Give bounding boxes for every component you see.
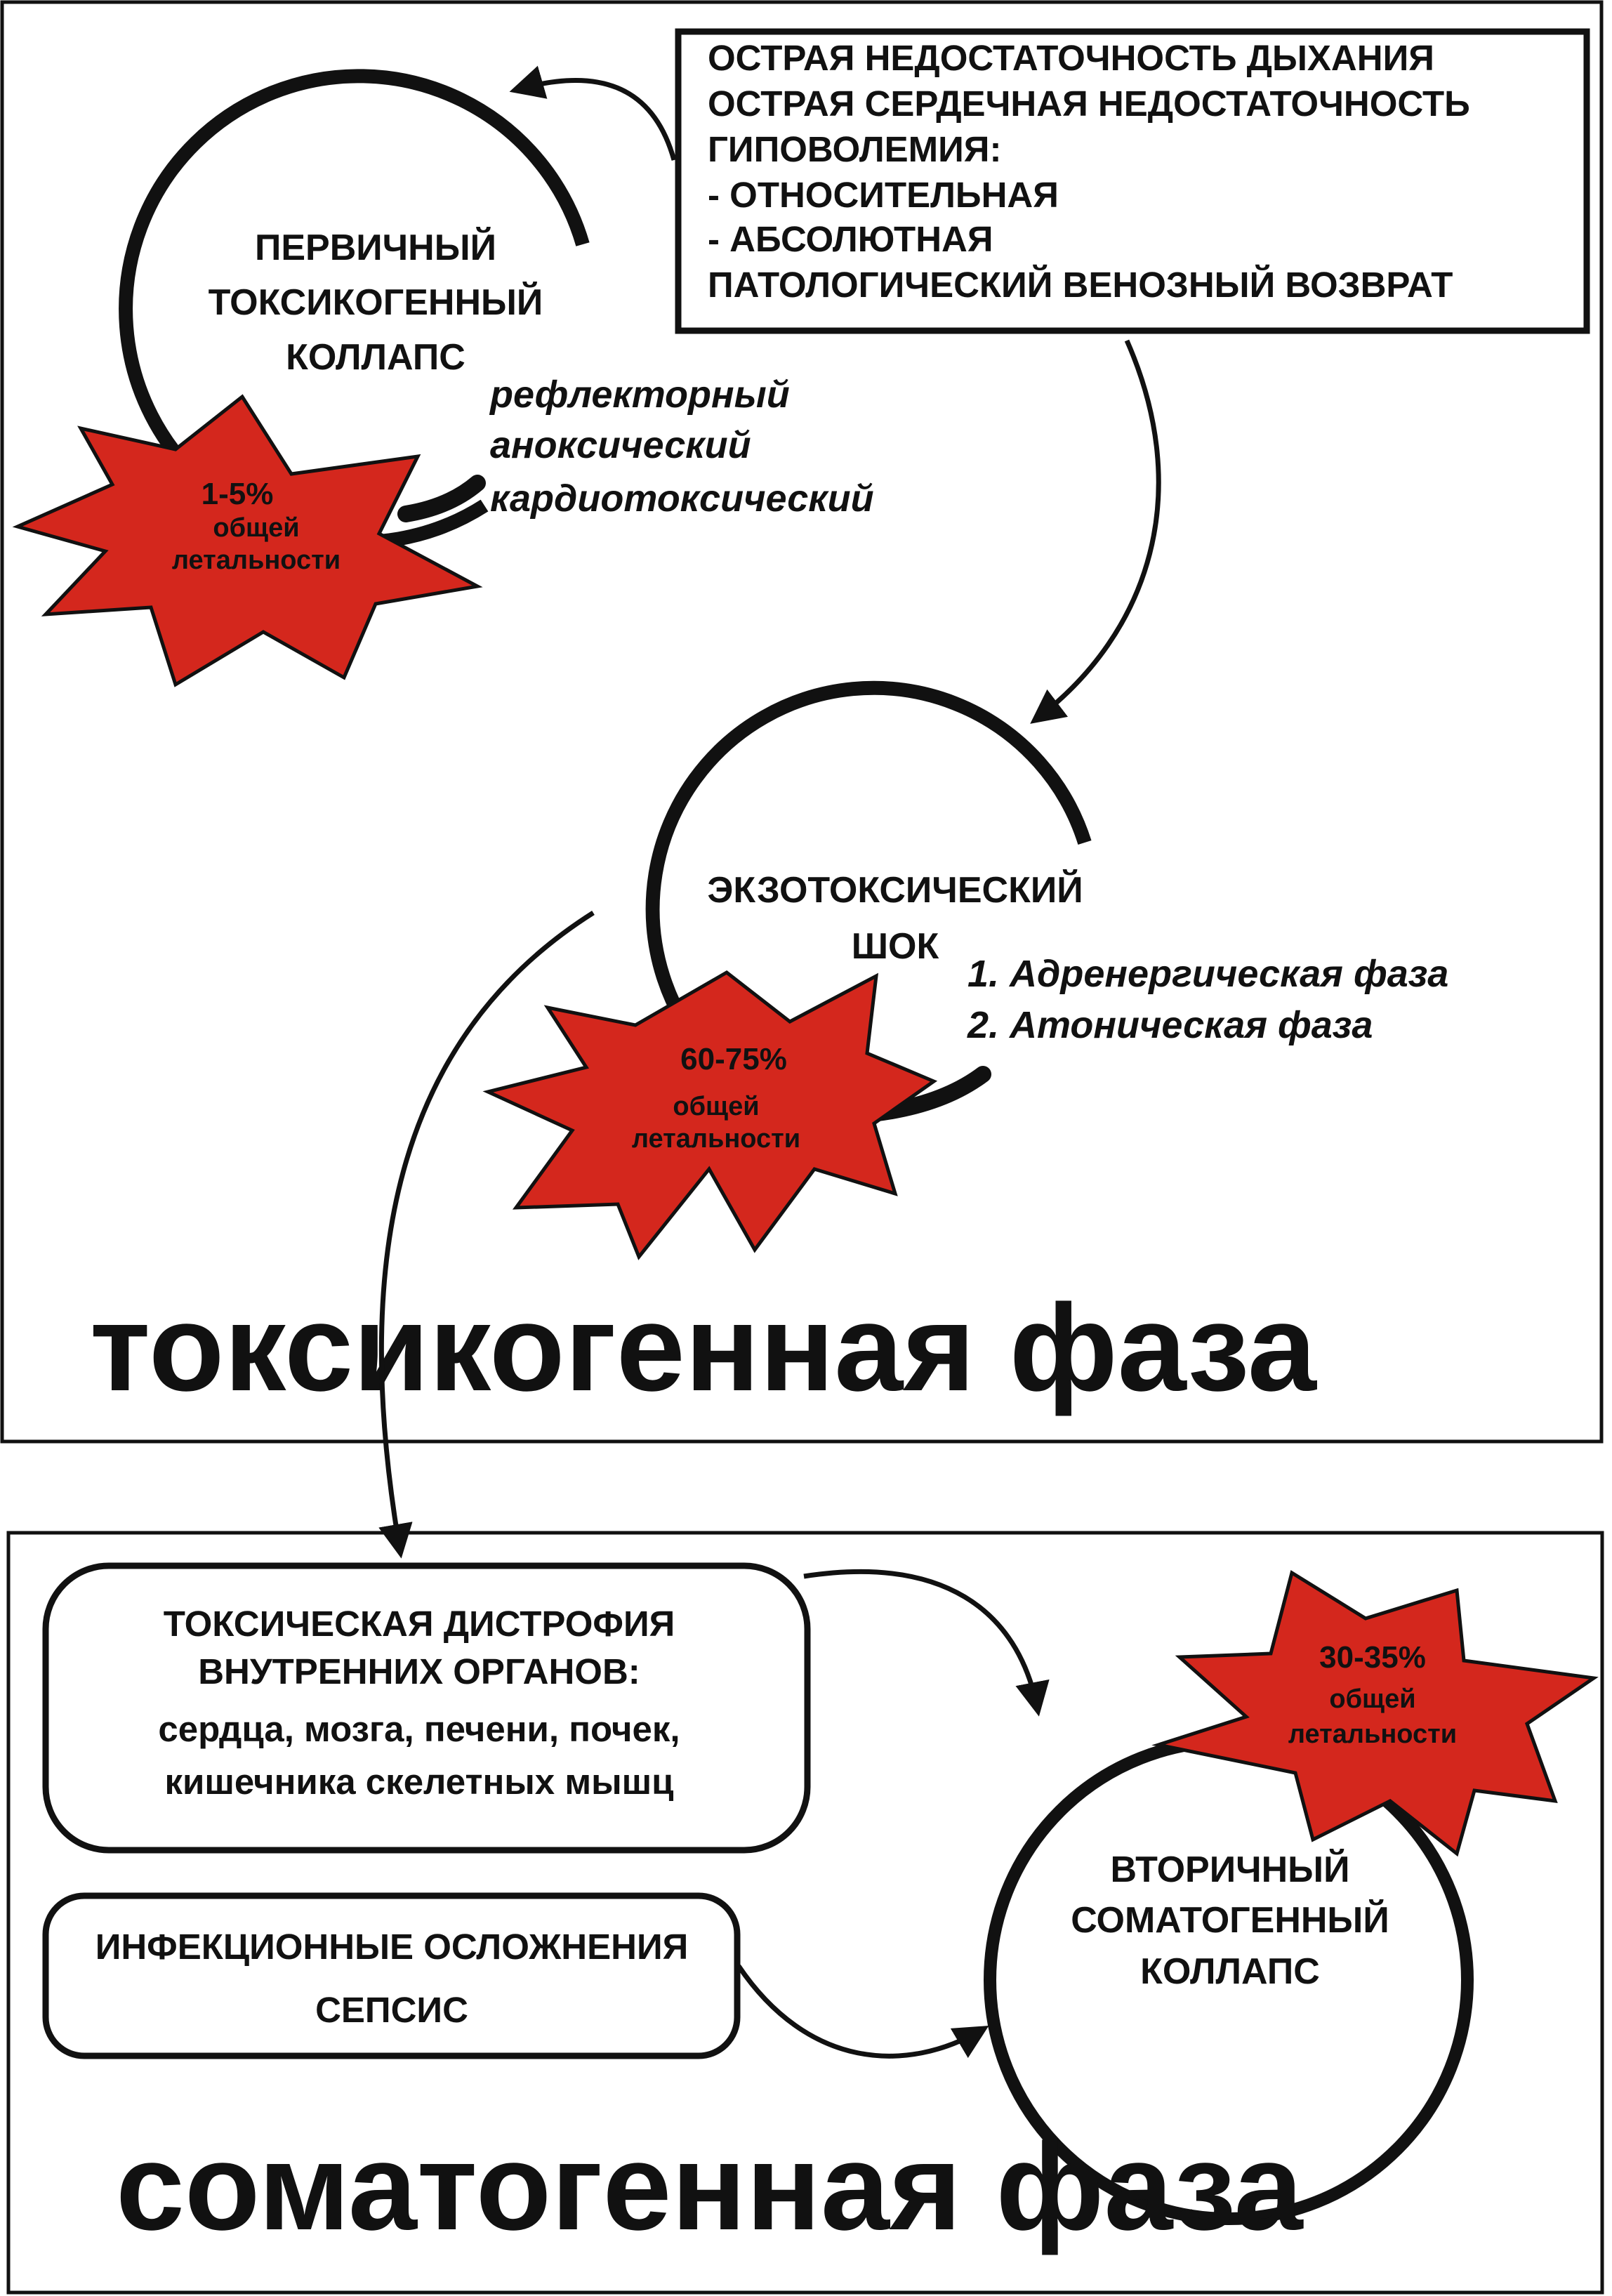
shock-phase: 1. Адренергическая фаза [967,953,1449,995]
causes-line: - АБСОЛЮТНАЯ [708,219,993,259]
secondary-collapse-title: СОМАТОГЕННЫЙ [1071,1900,1389,1941]
arrow-infection-to-secondary-collapse [739,1966,983,2056]
dystrophy-line: ВНУТРЕННИХ ОРГАНОВ: [198,1651,640,1691]
secondary-collapse-title: ВТОРИЧНЫЙ [1110,1849,1350,1890]
toxicogenic-phase-label: токсикогенная фаза [90,1279,1316,1417]
primary-collapse-title: ТОКСИКОГЕННЫЙ [208,282,543,323]
dystrophy-line: ТОКСИЧЕСКАЯ ДИСТРОФИЯ [163,1604,675,1644]
mortality-value-primary: 1-5% [201,477,274,511]
exotoxic-shock-title: ШОК [851,926,939,967]
exotoxic-shock-title: ЭКЗОТОКСИЧЕСКИЙ [707,870,1083,911]
causes-line: ГИПОВОЛЕМИЯ: [708,129,1002,169]
infection-line: ИНФЕКЦИОННЫЕ ОСЛОЖНЕНИЯ [95,1927,689,1967]
secondary-collapse-title: КОЛЛАПС [1140,1951,1320,1992]
dystrophy-line: сердца, мозга, печени, почек, [158,1709,680,1749]
mortality-value-shock: 60-75% [680,1042,787,1076]
infection-box [46,1896,737,2056]
causes-line: - ОТНОСИТЕЛЬНАЯ [708,175,1059,215]
shock-phase: 2. Атоническая фаза [967,1004,1373,1046]
causes-line: ПАТОЛОГИЧЕСКИЙ ВЕНОЗНЫЙ ВОЗВРАТ [708,265,1453,305]
mortality-label-shock: летальности [631,1124,801,1154]
collapse-type: рефлекторный [490,374,790,416]
primary-collapse-title: ПЕРВИЧНЫЙ [254,227,497,268]
mortality-label-secondary: общей [1329,1684,1416,1714]
arrow-dystrophy-to-secondary-collapse [804,1571,1038,1710]
mortality-label-primary: летальности [171,546,341,575]
dystrophy-line: кишечника скелетных мышц [164,1762,674,1802]
mortality-value-secondary: 30-35% [1319,1640,1426,1675]
infection-line: СЕПСИС [315,1990,468,2030]
causes-box [678,32,1587,331]
arrow-causes-to-shock [1036,341,1158,720]
somatogenic-phase-label: соматогенная фаза [116,2118,1303,2256]
mortality-label-primary: общей [213,513,300,543]
mortality-label-shock: общей [673,1092,760,1121]
causes-line: ОСТРАЯ НЕДОСТАТОЧНОСТЬ ДЫХАНИЯ [708,38,1434,78]
collapse-type: кардиотоксический [490,477,874,520]
primary-collapse-title: КОЛЛАПС [286,337,465,378]
dystrophy-box [46,1566,807,1850]
collapse-type: аноксический [490,424,751,466]
mortality-label-secondary: летальности [1288,1720,1458,1749]
arrow-causes-to-primary-collapse [516,80,674,160]
causes-line: ОСТРАЯ СЕРДЕЧНАЯ НЕДОСТАТОЧНОСТЬ [708,84,1470,124]
